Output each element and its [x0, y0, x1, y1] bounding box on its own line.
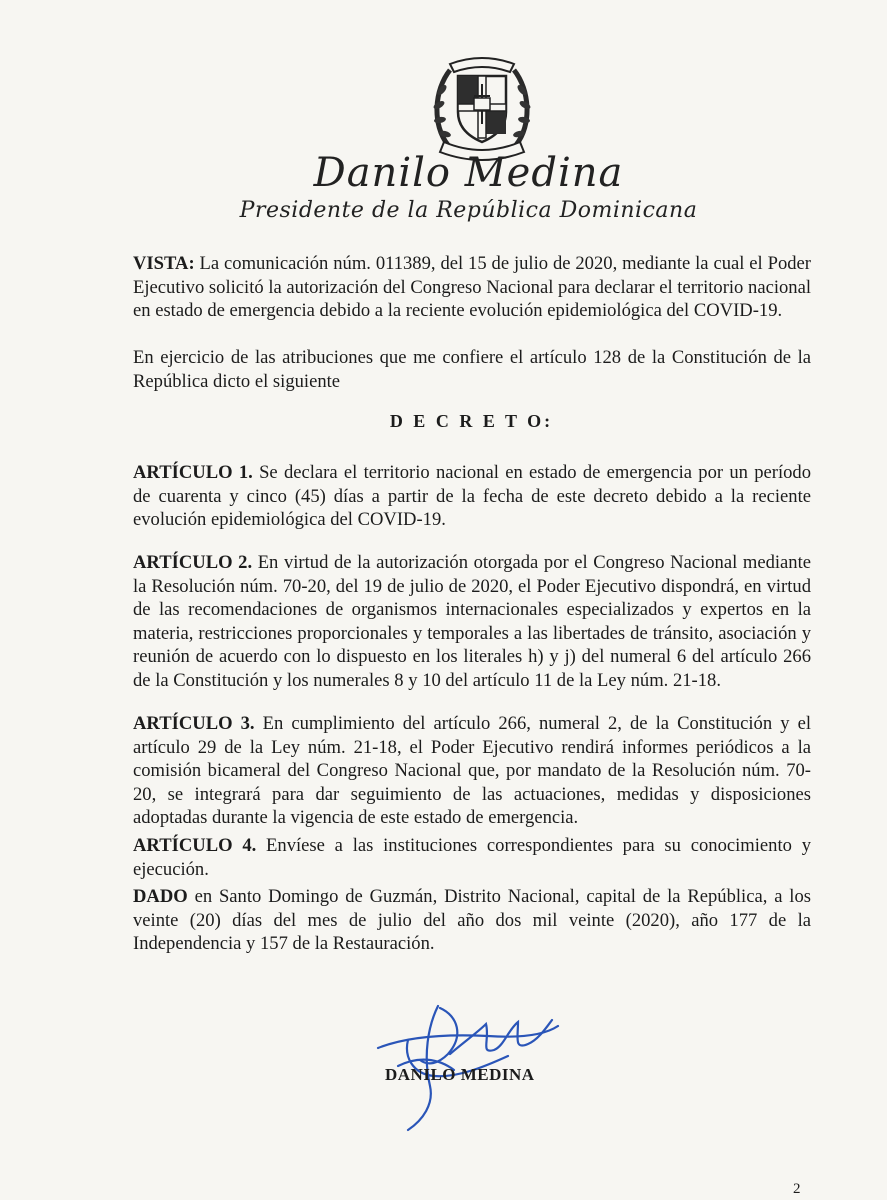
- page-number: 2: [793, 1181, 801, 1197]
- vista-lead: VISTA:: [133, 253, 195, 274]
- article-4: [133, 834, 811, 881]
- article-2: [133, 551, 811, 692]
- dado-text: en Santo Domingo de Guzmán, Distrito Nacional, capital de la República, a los veinte (20) días del mes de julio del año dos mil veinte (2020), año 177 de la Independencia y 157 de la Restauración.: [133, 886, 811, 954]
- ejercicio-paragraph: [133, 346, 811, 393]
- letterhead-name: Danilo Medina: [313, 150, 624, 196]
- article-2-lead: ARTÍCULO 2.: [133, 552, 253, 573]
- article-2-text: En virtud de la autorización otorgada por el Congreso Nacional mediante la Resolución núm. 70-20, del 19 de julio de 2020, el Poder Ejecutivo dispondrá, en virtud de las recomendaciones de organismos internacionales especializados y expertos en la materia, restricciones proporcionales y temporales a las libertades de tránsito, asociación y reunión de acuerdo con lo dispuesto en los literales h) y j) del numeral 6 del artículo 266 de la Constitución y los numerales 8 y 10 del artículo 11 de la Ley núm. 21-18.: [133, 552, 811, 691]
- coat-of-arms-icon: [428, 50, 536, 162]
- article-1-text: Se declara el territorio nacional en estado de emergencia por un período de cuarenta y cinco (45) días a partir de la fecha de este decreto debido a la reciente evolución epidemiológica del COVID-19.: [133, 462, 812, 530]
- article-4-text: Envíese a las instituciones correspondientes para su conocimiento y ejecución.: [133, 835, 811, 880]
- dado-lead: DADO: [133, 886, 188, 907]
- ejercicio-text: En ejercicio de las atribuciones que me confiere el artículo 128 de la Constitución de la República dicto el siguiente: [133, 347, 811, 392]
- signatory-name: DANILO MEDINA: [385, 1065, 535, 1084]
- vista-paragraph: [133, 252, 811, 323]
- article-3: [133, 712, 811, 830]
- article-3-text: En cumplimiento del artículo 266, numeral 2, de la Constitución y el artículo 29 de la Ley núm. 21-18, el Poder Ejecutivo rendirá informes periódicos a la comisión bicameral del Congreso Nacional que, por mandato de la Resolución núm. 70-20, se integrará para dar seguimiento de las actuaciones, medidas y disposiciones adoptadas durante la vigencia de este estado de emergencia.: [133, 713, 811, 828]
- letterhead-title: Presidente de la República Dominicana: [239, 198, 698, 223]
- article-1: [133, 461, 811, 532]
- article-1-lead: ARTÍCULO 1.: [133, 462, 253, 483]
- vista-text: La comunicación núm. 011389, del 15 de julio de 2020, mediante la cual el Poder Ejecutivo solicitó la autorización del Congreso Nacional para declarar el territorio nacional en estado de emergencia debido a la reciente evolución epidemiológica del COVID-19.: [133, 253, 811, 321]
- decreto-heading: D E C R E T O:: [389, 411, 554, 431]
- article-3-lead: ARTÍCULO 3.: [133, 713, 255, 734]
- article-4-lead: ARTÍCULO 4.: [133, 835, 257, 856]
- dado-paragraph: [133, 885, 811, 956]
